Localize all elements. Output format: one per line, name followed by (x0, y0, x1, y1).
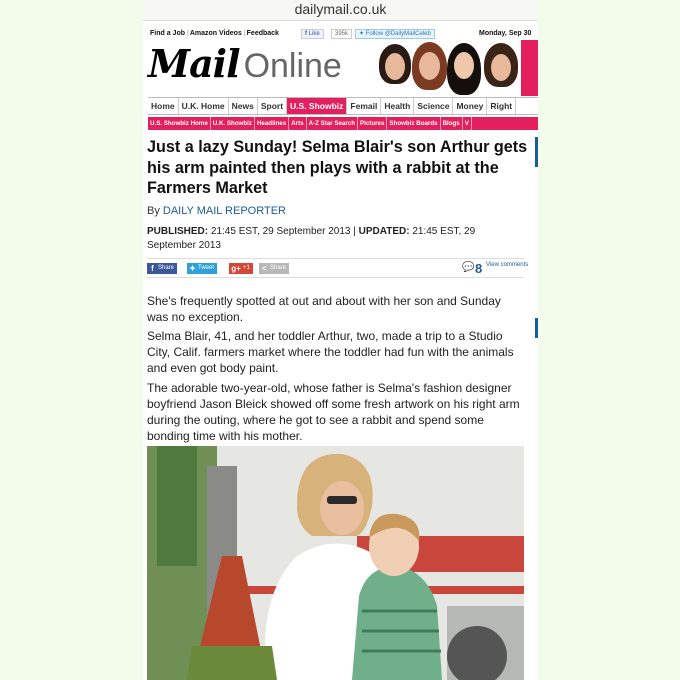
view-comments-link[interactable] (462, 261, 529, 277)
find-job-link[interactable]: Find a Job (150, 30, 185, 37)
amazon-videos-link[interactable]: Amazon Videos (189, 30, 242, 37)
googleplus-icon: g+ (231, 264, 241, 273)
article-dates: PUBLISHED: 21:45 EST, 29 September 2013 | UPDATED: 21:45 EST, 29 September 2013 (147, 226, 476, 251)
subnav-blogs[interactable]: Blogs (441, 117, 463, 130)
twitter-share-button[interactable]: ✦ Tweet (187, 263, 217, 274)
celebrity-portrait (409, 40, 447, 96)
facebook-icon: f (305, 31, 309, 37)
comment-label: View comments (486, 262, 529, 268)
published-time: 21:45 EST, 29 September 2013 (210, 226, 351, 237)
facebook-icon: f (151, 264, 154, 273)
nav-right[interactable]: Right (487, 98, 516, 114)
comment-count: 8 (475, 261, 483, 276)
feedback-link[interactable]: Feedback (246, 30, 279, 37)
current-date: Monday, Sep 30 (479, 30, 532, 37)
nav-us-showbiz[interactable]: U.S. Showbiz (287, 98, 347, 114)
sub-navigation (148, 117, 538, 130)
celebrity-portrait (481, 40, 519, 96)
article-photo[interactable] (147, 446, 524, 680)
sidebar-edge (535, 318, 538, 338)
share-icon: < (262, 264, 267, 273)
article-byline (147, 205, 286, 217)
logo-online-text: Online (243, 47, 342, 85)
subnav-showbiz-boards[interactable]: Showbiz Boards (387, 117, 440, 130)
facebook-share-button[interactable]: f Share (147, 263, 177, 274)
logo-mail-text: Mail (148, 41, 240, 86)
updated-time: 21:45 EST, 29 September 2013 (147, 226, 476, 251)
googleplus-share-button[interactable]: g+ +1 (229, 263, 253, 274)
subnav-pictures[interactable]: Pictures (358, 117, 387, 130)
subnav-more[interactable]: V (463, 117, 472, 130)
subnav-uk-showbiz[interactable]: U.K. Showbiz (211, 117, 255, 130)
facebook-like-button[interactable]: f Like (301, 29, 324, 39)
nav-uk-home[interactable]: U.K. Home (179, 98, 229, 114)
speech-bubble-icon: 💬 (462, 262, 475, 273)
mailonline-logo[interactable] (148, 41, 342, 86)
byline-prefix: By (147, 205, 160, 217)
nav-news[interactable]: News (229, 98, 258, 114)
nav-money[interactable]: Money (453, 98, 487, 114)
article-paragraph: The adorable two-year-old, whose father is Selma's fashion designer boyfriend Jason Bleick showed off some fresh artwork on his right arm during the outing, where he got to see a rabbit and spend some bonding time with his mother. (147, 381, 520, 443)
celebrity-portrait (445, 40, 483, 96)
subnav-star-search[interactable]: A-Z Star Search (307, 117, 358, 130)
subnav-arts[interactable]: Arts (289, 117, 306, 130)
published-label: PUBLISHED: (147, 226, 209, 237)
subnav-us-showbiz-home[interactable]: U.S. Showbiz Home (148, 117, 211, 130)
photo-illustration (147, 446, 524, 680)
sidebar-edge (535, 137, 538, 167)
nav-science[interactable]: Science (414, 98, 453, 114)
byline-author-link[interactable]: DAILY MAIL REPORTER (162, 205, 286, 217)
share-bar (147, 258, 529, 278)
twitter-bird-icon: ✦ (189, 264, 196, 273)
twitter-follow-button[interactable]: ✦ Follow @DailyMailCeleb (355, 29, 435, 39)
nav-health[interactable]: Health (381, 98, 414, 114)
celebrity-header-banner[interactable] (371, 40, 538, 96)
banner-edge (521, 40, 538, 96)
subnav-headlines[interactable]: Headlines (255, 117, 289, 130)
address-bar[interactable] (143, 0, 538, 21)
main-navigation (148, 97, 538, 115)
twitter-bird-icon: ✦ (359, 31, 366, 37)
nav-sport[interactable]: Sport (258, 98, 287, 114)
browser-frame (143, 0, 538, 680)
article-headline: Just a lazy Sunday! Selma Blair's son Arthur gets his arm painted then plays with a rabbit at the Farmers Market (147, 138, 528, 197)
article-paragraph: Selma Blair, 41, and her toddler Arthur, two, made a trip to a Studio City, Calif. farmers market where the toddler had fun with the animals and even got body paint. (147, 329, 514, 375)
nav-femail[interactable]: Femail (347, 98, 381, 114)
top-utility-bar: Find a Job |Amazon Videos |Feedback f Like 395k ✦ Follow @DailyMailCeleb Monday, Sep 30 (150, 30, 532, 37)
article-paragraph: She's frequently spotted at out and about with her son and Sunday was no exception. (147, 294, 501, 324)
updated-label: UPDATED: (358, 226, 410, 237)
celebrity-portrait (375, 40, 413, 96)
generic-share-button[interactable]: < Share (259, 263, 289, 274)
url-text: dailymail.co.uk (294, 1, 387, 17)
facebook-like-count: 395k (331, 29, 352, 39)
nav-home[interactable]: Home (148, 98, 179, 114)
